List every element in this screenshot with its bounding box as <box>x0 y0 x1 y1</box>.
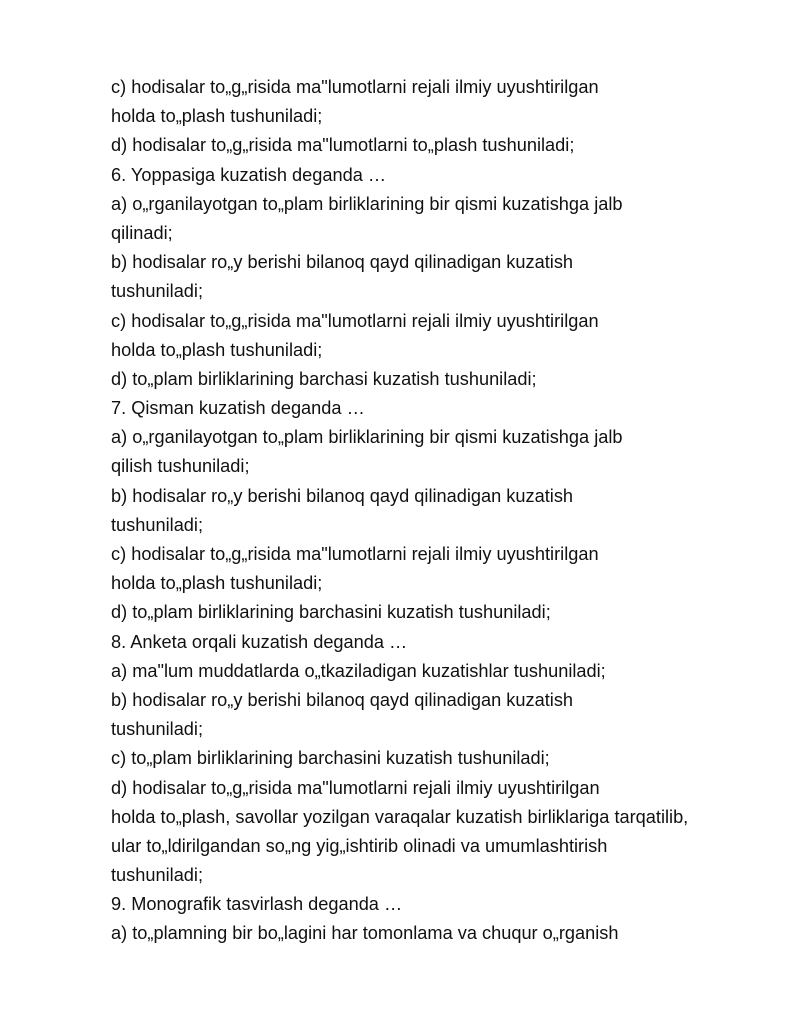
text-line: a) ma"lum muddatlarda o„tkaziladigan kuzatishlar tushuniladi; <box>111 660 606 681</box>
text-line: qilinadi; <box>111 222 173 243</box>
question-6-heading: 6. Yoppasiga kuzatish deganda … <box>111 164 387 185</box>
question-8-heading: 8. Anketa orqali kuzatish deganda … <box>111 631 408 652</box>
text-line: c) to„plam birliklarining barchasini kuzatish tushuniladi; <box>111 748 550 769</box>
text-line: qilish tushuniladi; <box>111 456 250 477</box>
text-line: holda to„plash tushuniladi; <box>111 339 323 360</box>
text-line: holda to„plash tushuniladi; <box>111 573 323 594</box>
document-body <box>111 73 761 949</box>
text-line: tushuniladi; <box>111 865 204 886</box>
text-line: d) hodisalar to„g„risida ma"lumotlarni rejali ilmiy uyushtirilgan <box>111 777 600 798</box>
text-line: d) to„plam birliklarining barchasi kuzatish tushuniladi; <box>111 368 537 389</box>
text-line: a) to„plamning bir bo„lagini har tomonlama va chuqur o„rganish <box>111 923 619 944</box>
text-line: d) to„plam birliklarining barchasini kuzatish tushuniladi; <box>111 602 551 623</box>
text-line: b) hodisalar ro„y berishi bilanoq qayd qilinadigan kuzatish <box>111 485 574 506</box>
text-line: c) hodisalar to„g„risida ma"lumotlarni rejali ilmiy uyushtirilgan <box>111 544 599 564</box>
question-9-heading: 9. Monografik tasvirlash deganda … <box>111 894 403 915</box>
text-line: holda to„plash, savollar yozilgan varaqalar kuzatish birliklariga tarqatilib, <box>111 806 689 827</box>
text-line: d) hodisalar to„g„risida ma"lumotlarni to„plash tushuniladi; <box>111 135 575 156</box>
text-line: tushuniladi; <box>111 281 204 302</box>
text-line: c) hodisalar to„g„risida ma"lumotlarni rejali ilmiy uyushtirilgan <box>111 310 599 331</box>
text-line: holda to„plash tushuniladi; <box>111 106 323 127</box>
text-line: b) hodisalar ro„y berishi bilanoq qayd qilinadigan kuzatish <box>111 689 574 710</box>
question-7-heading: 7. Qisman kuzatish deganda … <box>111 398 365 419</box>
text-line: tushuniladi; <box>111 514 204 535</box>
text-line: a) o„rganilayotgan to„plam birliklarining bir qismi kuzatishga jalb <box>111 427 623 448</box>
text-line: a) o„rganilayotgan to„plam birliklarining bir qismi kuzatishga jalb <box>111 193 623 214</box>
text-line: ular to„ldirilgandan so„ng yig„ishtirib olinadi va umumlashtirish <box>111 835 608 856</box>
text-line: b) hodisalar ro„y berishi bilanoq qayd qilinadigan kuzatish <box>111 252 574 273</box>
text-line: c) hodisalar to„g„risida ma"lumotlarni rejali ilmiy uyushtirilgan <box>111 77 599 97</box>
text-line: tushuniladi; <box>111 719 204 740</box>
